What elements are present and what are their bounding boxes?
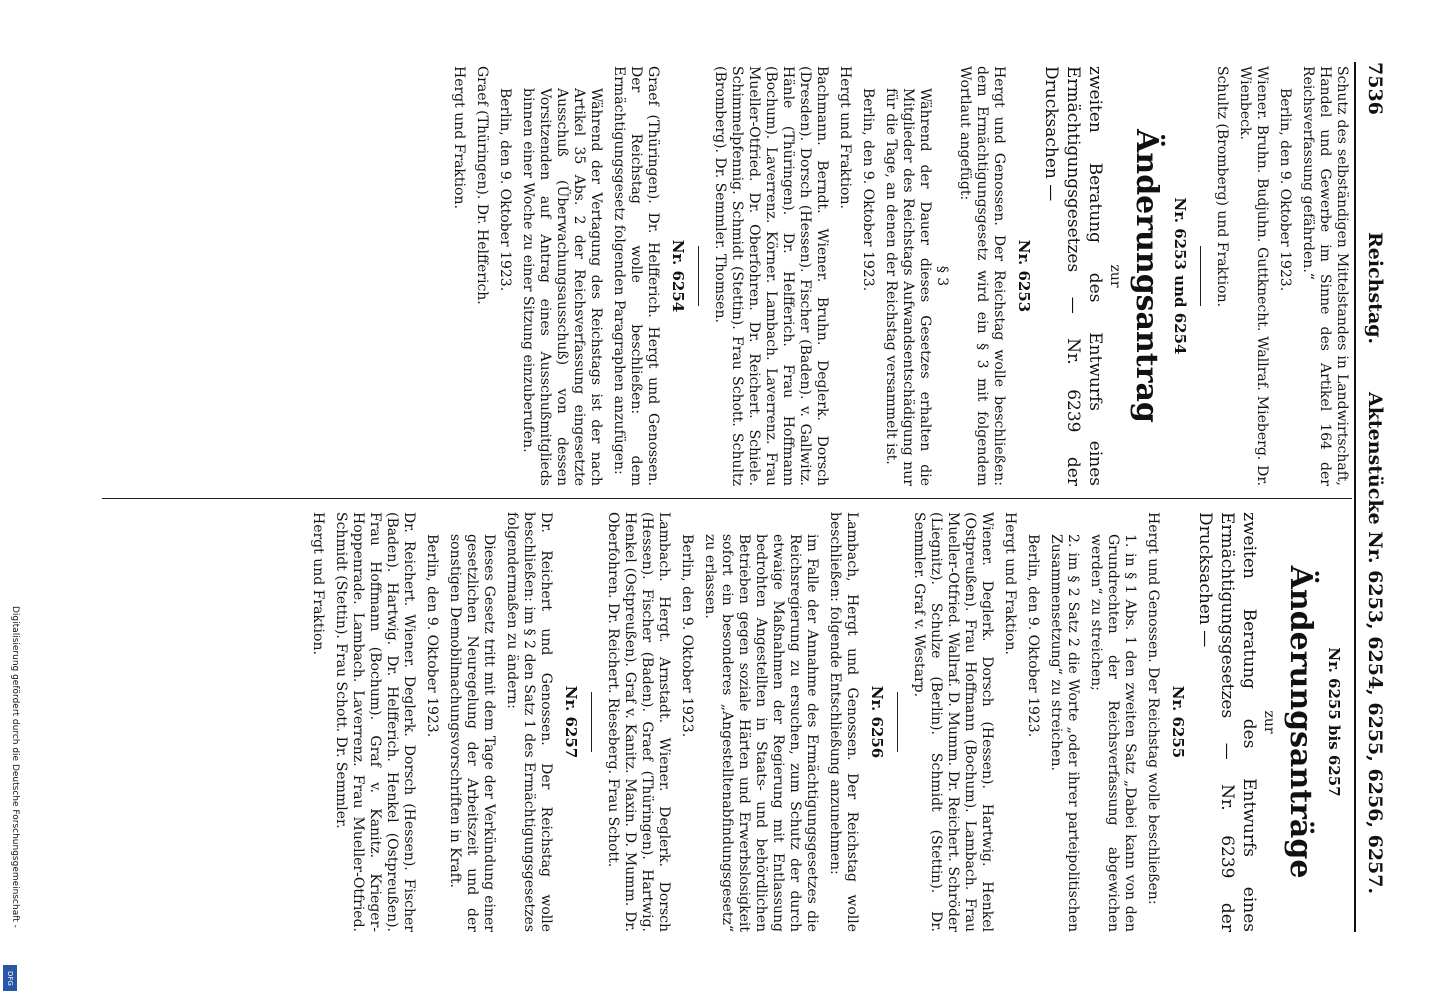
nr-6255-sig2: Wiener. Deglerk. Dorsch (Hessen). Hartwig. Henkel (Ostpreußen). Frau Hoffmann (Bochum). Lambach. Frau Mueller-Otfried. Wallraf. D. Mumm. Dr. Reichert. Schröder (Liegnitz). Schulze (Berlin). Schmidt (Stettin). Dr. Semmler. Graf v. Westarp. bbox=[911, 512, 995, 932]
nr-6256-sig: Lambach. Hergt. Arnstadt. Wiener. Deglerk. Dorsch (Hessen). Fischer (Baden). Graef (Thüringen). Hartwig. Henkel (Ostpreußen). Graf v. Kanitz. Maxin. D. Mumm. Dr. Oberfohren. Dr. Reichert. Rieseberg. Frau Schott. bbox=[605, 512, 672, 932]
heading-zur: zur bbox=[1261, 710, 1277, 734]
nr-6254-sig2: Hergt und Fraktion. bbox=[451, 66, 467, 209]
dfg-logo: DFG bbox=[3, 965, 17, 991]
nr-6254-text: Während der Vertagung des Reichstags ist der nach Artikel 35 Abs. 2 der Reichsverfassung eingesetzte Ausschuß (Überwachungsausschuß) von dessen Vorsitzenden auf Antrag eines Ausschußmitglieds binnen einer Woche zu einer Sitzung einzuberufen. bbox=[520, 88, 604, 486]
nr-6255-date: Berlin, den 9. Oktober 1923. bbox=[1025, 534, 1041, 738]
heading-sub: zweiten Beratung des Entwurfs eines Ermächtigungsgesetzes — Nr. 6239 der Drucksachen — bbox=[1195, 512, 1259, 932]
nr-6255-intro: Hergt und Genossen. Der Reichstag wolle beschließen: bbox=[1145, 512, 1161, 905]
item-2: 2. im § 2 Satz 2 die Worte „oder ihrer parteipolitischen Zusammensetzung“ zu streichen. bbox=[1048, 534, 1081, 932]
signers: Wiener. Bruhn. Budjuhn. Guttknecht. Wallraf. Mieberg. Dr. Wienbeck. bbox=[1237, 66, 1270, 486]
nr-6256-date: Berlin, den 9. Oktober 1923. bbox=[679, 534, 695, 738]
separator bbox=[698, 246, 699, 306]
nr-6257-sig-end: Hergt und Fraktion. bbox=[310, 512, 326, 655]
heading-zur: zur bbox=[1107, 264, 1123, 288]
heading-big: Änderungsanträge bbox=[1283, 565, 1318, 879]
separator bbox=[897, 692, 898, 752]
header-title: Aktenstücke Nr. 6253, 6254, 6255, 6256, 6257. bbox=[1364, 392, 1386, 895]
nr-6254-intro: Graef (Thüringen). Dr. Helfferich. Hergt und Genossen. Der Reichstag wolle beschließen: dem Ermächtigungsgesetz folgenden Paragraphen anzufügen: bbox=[611, 66, 661, 486]
page-header bbox=[1356, 62, 1386, 932]
para-text: Während der Dauer dieses Gesetzes erhalten die Mitglieder des Reichstags Aufwandsentschädigung nur für die Tage, an denen der Reichstag versammelt ist. bbox=[883, 88, 933, 486]
nr-6254-sig1: Graef (Thüringen). Dr. Helfferich. bbox=[474, 66, 490, 305]
heading-numbers: Nr. 6253 und 6254 bbox=[1171, 197, 1189, 355]
nr-6255-title: Nr. 6255 bbox=[1169, 685, 1187, 759]
para-symbol: § 3 bbox=[934, 265, 950, 287]
nr-6253-sig1: Hergt und Fraktion. bbox=[837, 66, 853, 209]
separator bbox=[591, 692, 592, 752]
header-rule bbox=[1354, 62, 1356, 932]
nr-6253-date: Berlin, den 9. Oktober 1923. bbox=[860, 88, 876, 292]
intro-text: Schutz des selbständigen Mittelstandes in Landwirtschaft, Handel und Gewerbe im Sinne des Artikel 164 der Reichsverfassung gefährden.“ bbox=[1300, 66, 1350, 486]
nr-6257-sig: Dr. Reichert. Wiener. Deglerk. Dorsch (Hessen). Fischer (Baden). Hartwig. Dr. Helfferich. Henkel (Ostpreußen). Frau Hoffmann (Bochum). Graf v. Kanitz. Krieger-Hoppenrade. Lambach. Laverrenz. Frau Mueller-Otfried. Schmidt (Stettin). Frau Schott. Dr. Semmler. bbox=[333, 512, 417, 932]
nr-6256-title: Nr. 6256 bbox=[868, 685, 886, 759]
item-1: 1. in § 1 Abs. 1 den zweiten Satz „Dabei kann von den Grundrechten der Reichsverfassung abgewichen werden“ zu streichen; bbox=[1088, 534, 1138, 932]
column-divider bbox=[102, 498, 1352, 499]
page-number: 7536 bbox=[1364, 62, 1386, 115]
heading-big: Änderungsantrag bbox=[1129, 129, 1164, 423]
left-column bbox=[444, 66, 1350, 486]
nr-6256-text: im Falle der Annahme des Ermächtigungsgesetzes die Reichsregierung zu ersuchen, zum Schutz der durch etwaige Maßnahmen der Regierung mit Entlassung bedrohten Angestellten in Staats- und behördlichen Betrieben gegen soziale Härten und Erwerbslosigkeit sofort ein besonderes „Angestelltenabfindungsgesetz“ zu erlassen. bbox=[702, 534, 820, 932]
separator bbox=[1200, 246, 1201, 306]
date-line: Berlin, den 9. Oktober 1923. bbox=[1277, 88, 1293, 292]
nr-6254-title: Nr. 6254 bbox=[669, 239, 687, 313]
nr-6253-intro: Hergt und Genossen. Der Reichstag wolle beschließen: dem Ermächtigungsgesetz wird ein § 3 mit folgendem Wortlaut angefügt: bbox=[957, 66, 1007, 486]
nr-6254-date: Berlin, den 9. Oktober 1923. bbox=[497, 88, 513, 292]
nr-6257-intro: Dr. Reichert und Genossen. Der Reichstag wolle beschließen: im § 2 den Satz 1 des Ermächtigungsgesetzes folgendermaßen zu ändern: bbox=[504, 512, 554, 932]
nr-6255-sig1: Hergt und Fraktion. bbox=[1002, 512, 1018, 655]
header-section: Reichstag. bbox=[1364, 232, 1386, 345]
nr-6253-sig2: Bachmann. Berndt. Wiener. Bruhn. Deglerk. Dorsch (Dresden). Dorsch (Hessen). Fischer (Baden). v. Gallwitz. Hänle (Thüringen). Dr. Helfferich. Frau Hoffmann (Bochum). Laverrenz. Körner. Lambach. Laverrenz. Frau Mueller-Otfried. Dr. Oberfohren. Dr. Reichert. Schiele. Schimmelpfennig. Schmidt (Stettin). Frau Schott. Schultz (Bromberg). Dr. Semmler. Thomsen. bbox=[712, 66, 830, 486]
nr-6257-date: Berlin, den 9. Oktober 1923. bbox=[424, 534, 440, 738]
nr-6257-title: Nr. 6257 bbox=[562, 685, 580, 759]
nr-6257-text: Dieses Gesetz tritt mit dem Tage der Verkündung einer gesetzlichen Neuregelung der Arbeitszeit und der sonstigen Demobilmachungsvorschriften in Kraft. bbox=[447, 534, 497, 932]
nr-6253-title: Nr. 6253 bbox=[1015, 239, 1033, 313]
footer-text: Digitalisierung gefördert durch die Deutsche Forschungsgemeinschaft - bbox=[10, 606, 20, 928]
nr-6256-intro: Lambach, Hergt und Genossen. Der Reichstag wolle beschließen: folgende Entschließung anzunehmen: bbox=[827, 512, 860, 932]
footer-credit bbox=[0, 0, 24, 1000]
signers-end: Schultz (Bromberg) und Fraktion. bbox=[1214, 66, 1230, 308]
right-column bbox=[303, 512, 1350, 932]
heading-numbers: Nr. 6255 bis 6257 bbox=[1325, 647, 1343, 797]
heading-sub: zweiten Beratung des Entwurfs eines Ermächtigungsgesetzes — Nr. 6239 der Drucksachen — bbox=[1041, 66, 1105, 486]
